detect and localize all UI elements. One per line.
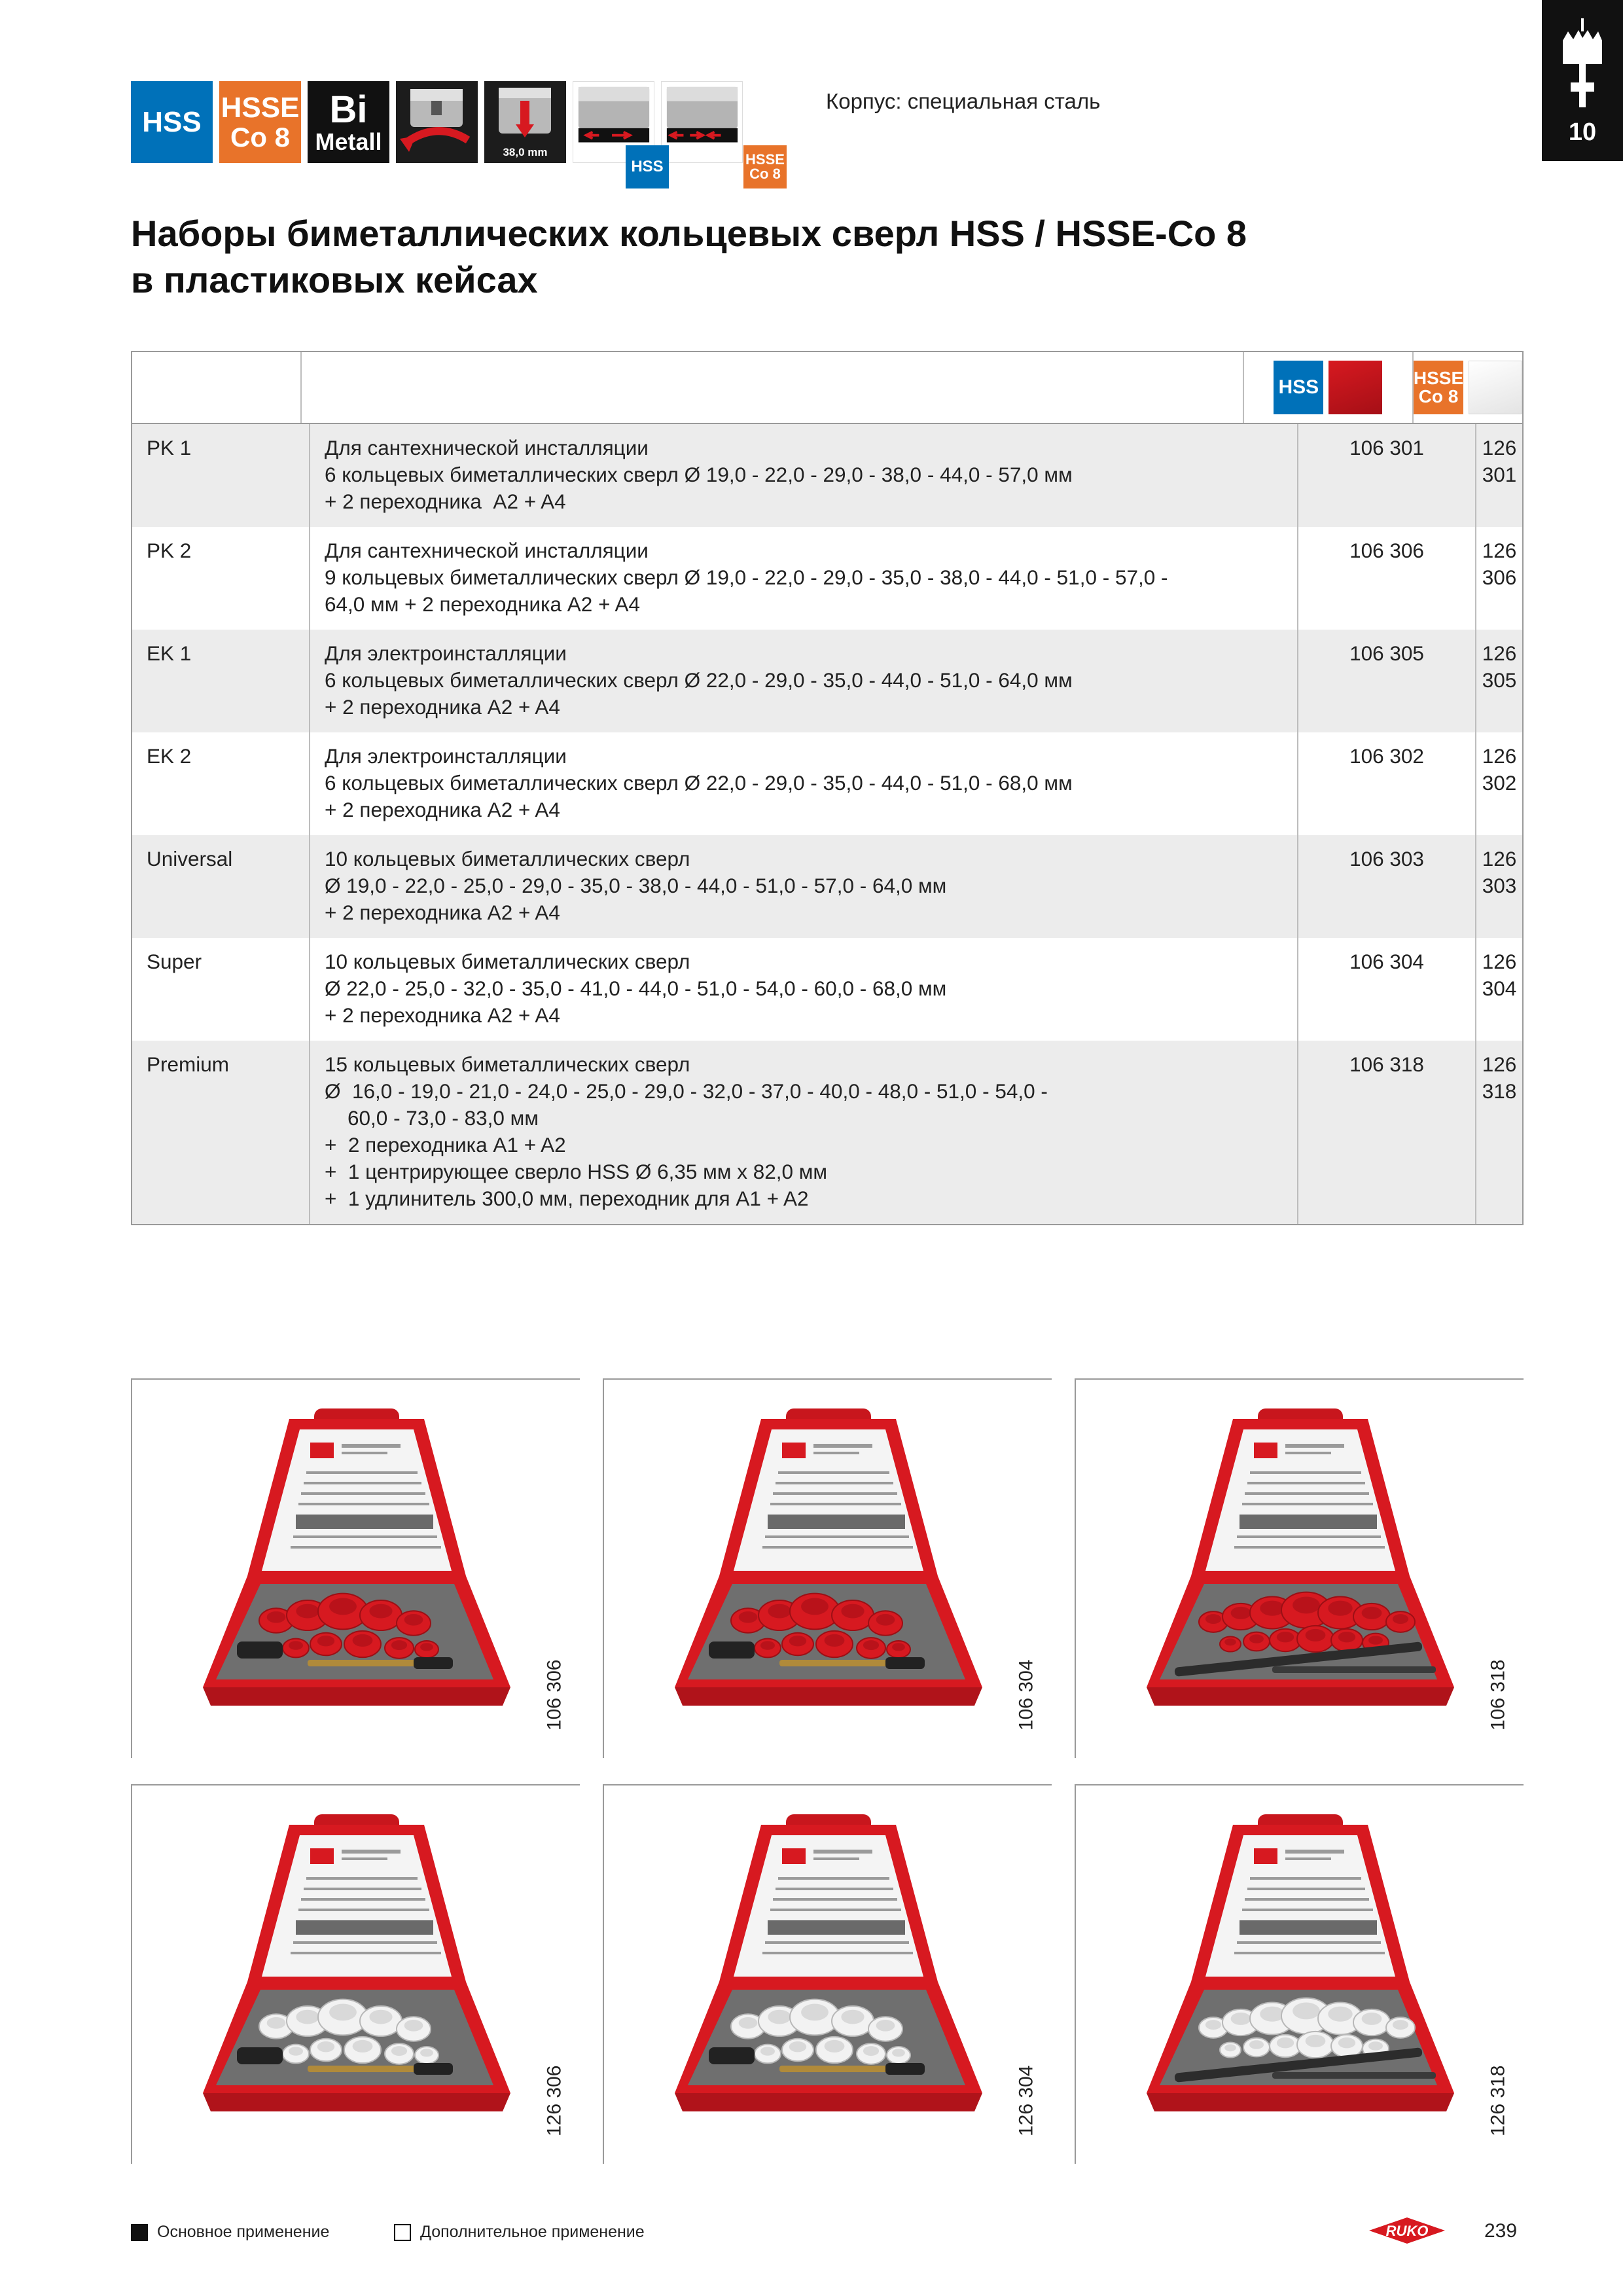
hss-article-cell: 106 301: [1298, 424, 1476, 527]
table-body: [132, 424, 1522, 1224]
set-description-cell: [310, 732, 1298, 835]
table-row: [132, 424, 1522, 527]
hsse-article-cell: 126 301: [1482, 436, 1517, 486]
description-line: 60,0 - 73,0 - 83,0 мм: [325, 1106, 539, 1130]
case-illustration: [1076, 1785, 1525, 2165]
hsse-badge-label: HSSE: [745, 151, 785, 168]
hsse-tooth-badge: [743, 145, 787, 188]
rotation-direction-icon: [396, 81, 478, 163]
product-image: [603, 1378, 1052, 1758]
product-article-label: 106 304: [1015, 1659, 1037, 1731]
page-number: 239: [1484, 2220, 1518, 2242]
set-name-cell: EK 1: [132, 630, 310, 732]
product-image: [603, 1784, 1052, 2164]
cutting-depth-label: 38,0 mm: [503, 146, 548, 158]
hss-article-cell: 106 303: [1298, 835, 1476, 938]
hsse-article-cell: 126 304: [1482, 950, 1517, 1000]
description-line: + 2 переходника A2 + A4: [325, 490, 566, 513]
hss-article-cell: 106 306: [1298, 527, 1476, 630]
description-line: Для сантехнической инсталляции: [325, 436, 649, 459]
set-description-cell: [310, 527, 1298, 630]
description-line: 64,0 мм + 2 переходника A2 + A4: [325, 592, 641, 616]
product-article-label: 126 306: [543, 2065, 565, 2136]
hss-icon-label: HSS: [142, 105, 202, 138]
description-line: + 2 переходника A2 + A4: [325, 1003, 560, 1027]
set-description-cell: [310, 630, 1298, 732]
case-illustration: [1076, 1380, 1525, 1759]
hss-header-label: HSS: [1278, 376, 1319, 398]
ruko-logo: [1368, 2216, 1446, 2248]
hsse-article-cell: 126 318: [1482, 1052, 1517, 1103]
product-image: [1075, 1378, 1524, 1758]
hsse-header-badge: [1414, 361, 1463, 414]
description-line: + 2 переходника A2 + A4: [325, 695, 560, 719]
title-line-1: Наборы биметаллических кольцевых сверл HSS / HSSE-Co 8: [131, 213, 1247, 254]
set-description-cell: [310, 1041, 1298, 1224]
description-line: 10 кольцевых биметаллических сверл: [325, 950, 690, 973]
product-image: [1075, 1784, 1524, 2164]
bi-icon-label: Bi: [329, 88, 368, 131]
header-cell-description: [302, 352, 1243, 423]
set-name-cell: EK 2: [132, 732, 310, 835]
product-image: [131, 1784, 580, 2164]
hsse-article-cell: 126 305: [1482, 641, 1517, 692]
filled-square-icon: [131, 2224, 148, 2241]
legend-main-label: Основное применение: [157, 2223, 330, 2241]
legend-extra-label: Дополнительное применение: [420, 2223, 645, 2241]
ruko-logo-text: RUKO: [1385, 2223, 1429, 2239]
case-illustration: [604, 1380, 1053, 1759]
case-illustration: [132, 1785, 581, 2165]
hss-material-icon: [131, 81, 213, 163]
description-line: 6 кольцевых биметаллических сверл Ø 22,0 - 29,0 - 35,0 - 44,0 - 51,0 - 68,0 мм: [325, 771, 1073, 795]
table-row: [132, 938, 1522, 1041]
product-article-label: 126 304: [1015, 2065, 1037, 2136]
co8-badge-label: Co 8: [749, 166, 781, 182]
hsse-article-cell: 126 303: [1482, 847, 1517, 897]
header-cell-hss: [1244, 352, 1414, 423]
description-line: + 1 удлинитель 300,0 мм, переходник для A1 + A2: [325, 1187, 809, 1210]
hsse-header-label: HSSE: [1413, 368, 1464, 388]
case-illustration: [132, 1380, 581, 1759]
co8-header-label: Co 8: [1418, 386, 1459, 406]
legend-additional-application: [394, 2223, 645, 2242]
description-line: + 1 центрирующее сверло HSS Ø 6,35 мм x 82,0 мм: [325, 1160, 828, 1183]
description-line: Для электроинсталляции: [325, 744, 567, 768]
description-line: Для электроинсталляции: [325, 641, 567, 665]
set-description-cell: [310, 835, 1298, 938]
title-line-2: в пластиковых кейсах: [131, 259, 538, 300]
hsse-icon-label: HSSE: [221, 91, 300, 124]
white-hole-saw-swatch: [1469, 361, 1522, 414]
hss-tooth-badge: [626, 145, 669, 188]
description-line: Ø 22,0 - 25,0 - 32,0 - 35,0 - 41,0 - 44,0 - 51,0 - 54,0 - 60,0 - 68,0 мм: [325, 977, 947, 1000]
page-title: [131, 211, 1309, 303]
set-description-cell: [310, 938, 1298, 1041]
set-name-cell: PK 1: [132, 424, 310, 527]
description-line: 15 кольцевых биметаллических сверл: [325, 1052, 690, 1076]
cutting-depth-icon: [484, 81, 566, 163]
product-table: [131, 351, 1524, 1225]
body-material-text: Корпус: специальная сталь: [826, 89, 1101, 113]
empty-square-icon: [394, 2224, 411, 2241]
header-cell-hsse: [1414, 352, 1522, 423]
table-row: [132, 1041, 1522, 1224]
case-illustration: [604, 1785, 1053, 2165]
set-name-cell: Premium: [132, 1041, 310, 1224]
set-description-cell: [310, 424, 1298, 527]
red-hole-saw-swatch: [1329, 361, 1382, 414]
hss-article-cell: 106 305: [1298, 630, 1476, 732]
description-line: 6 кольцевых биметаллических сверл Ø 22,0 - 29,0 - 35,0 - 44,0 - 51,0 - 64,0 мм: [325, 668, 1073, 692]
table-row: [132, 527, 1522, 630]
hsse-tooth-icon: [661, 81, 743, 163]
table-row: [132, 835, 1522, 938]
product-article-label: 106 306: [543, 1659, 565, 1731]
description-line: Ø 16,0 - 19,0 - 21,0 - 24,0 - 25,0 - 29,0 - 32,0 - 37,0 - 40,0 - 48,0 - 51,0 - 54,0 -: [325, 1079, 1048, 1103]
description-line: 10 кольцевых биметаллических сверл: [325, 847, 690, 870]
hss-article-cell: 106 318: [1298, 1041, 1476, 1224]
description-line: + 2 переходника A2 + A4: [325, 798, 560, 821]
header-cell-name: [132, 352, 302, 423]
hsse-article-cell: 126 302: [1482, 744, 1517, 795]
hss-badge-label: HSS: [631, 158, 664, 175]
table-row: [132, 630, 1522, 732]
description-line: 6 кольцевых биметаллических сверл Ø 19,0 - 22,0 - 29,0 - 38,0 - 44,0 - 57,0 мм: [325, 463, 1073, 486]
hss-article-cell: 106 304: [1298, 938, 1476, 1041]
description-line: 9 кольцевых биметаллических сверл Ø 19,0 - 22,0 - 29,0 - 35,0 - 38,0 - 44,0 - 51,0 - 57,0 -: [325, 565, 1168, 589]
description-line: + 2 переходника A2 + A4: [325, 901, 560, 924]
product-article-label: 126 318: [1487, 2065, 1508, 2136]
table-header: [132, 352, 1522, 424]
chapter-tab: [1542, 0, 1623, 161]
metall-icon-label: Metall: [315, 128, 382, 155]
description-line: Ø 19,0 - 22,0 - 25,0 - 29,0 - 35,0 - 38,0 - 44,0 - 51,0 - 57,0 - 64,0 мм: [325, 874, 947, 897]
set-name-cell: PK 2: [132, 527, 310, 630]
co8-icon-label: Co 8: [230, 121, 290, 152]
chapter-number: 10: [1568, 118, 1597, 146]
bimetal-icon: [308, 81, 389, 163]
hole-saw-icon: [1542, 0, 1623, 111]
product-article-label: 106 318: [1487, 1659, 1508, 1731]
set-name-cell: Super: [132, 938, 310, 1041]
hsse-article-cell: 126 306: [1482, 539, 1517, 589]
set-name-cell: Universal: [132, 835, 310, 938]
hss-header-badge: [1274, 361, 1323, 414]
description-line: Для сантехнической инсталляции: [325, 539, 649, 562]
hsse-co8-material-icon: [219, 81, 301, 163]
legend-main-application: [131, 2223, 329, 2242]
hss-article-cell: 106 302: [1298, 732, 1476, 835]
description-line: + 2 переходника A1 + A2: [325, 1133, 566, 1157]
table-row: [132, 732, 1522, 835]
product-image: [131, 1378, 580, 1758]
